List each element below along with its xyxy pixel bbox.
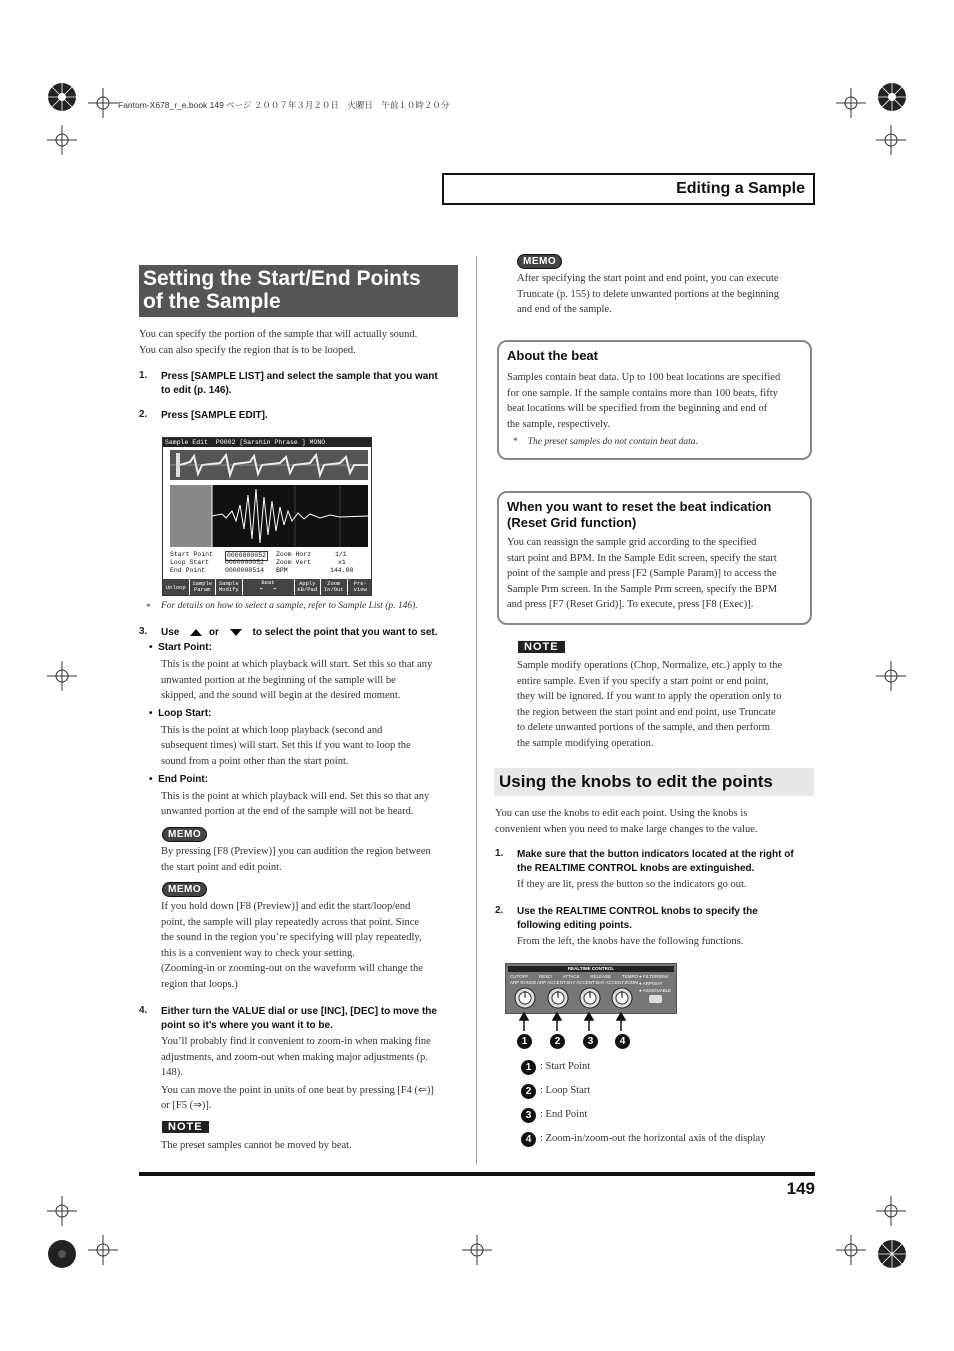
- loop-start-label: Loop Start: [170, 559, 210, 566]
- footnote-star: *: [146, 602, 151, 612]
- memo-badge: MEMO: [162, 827, 207, 842]
- panel-title: REALTIME CONTROL: [508, 966, 674, 972]
- knobs-section-heading: Using the knobs to edit the points: [494, 768, 814, 796]
- knob-step-1: Make sure that the button indicators located at the right of the REALTIME CONTROL knobs are extinguished.: [517, 849, 794, 874]
- beat-buttons[interactable]: Beat ⇐ ⇒: [243, 579, 294, 596]
- params-area: [170, 551, 368, 577]
- bullet-loop-start: • Loop Start:: [149, 707, 212, 719]
- down-arrow-icon: [230, 629, 242, 636]
- registration-mark-top-right: [870, 75, 915, 120]
- bullet-list: [149, 641, 464, 820]
- knob-number-row: [517, 1034, 637, 1050]
- crosshair-mark: [876, 125, 906, 155]
- note-badge: NOTE: [162, 1121, 209, 1133]
- memo-badge: MEMO: [517, 254, 562, 269]
- about-beat-box: [497, 340, 812, 460]
- screen-title-bar: [163, 438, 372, 447]
- start-point-value[interactable]: 0000000052: [227, 552, 267, 559]
- crosshair-mark: [88, 1235, 118, 1265]
- page-title-line2: of the Sample: [143, 290, 281, 313]
- step-number: 2.: [139, 409, 148, 420]
- function-buttons: [163, 579, 372, 596]
- page-number: 149: [786, 1179, 815, 1198]
- step-number: 1.: [139, 370, 148, 381]
- knob-1[interactable]: [514, 987, 536, 1009]
- reset-grid-title: When you want to reset the beat indication (Reset Grid function): [507, 499, 772, 530]
- registration-mark-bottom-right: [870, 1232, 915, 1277]
- section-header-box: [442, 173, 815, 205]
- crosshair-mark: [836, 1235, 866, 1265]
- step-4-text: Either turn the VALUE dial or use [INC], [DEC] to move the point so it’s where you want it to be.: [161, 1006, 437, 1031]
- crosshair-mark: [876, 661, 906, 691]
- step-number: 2.: [495, 905, 504, 916]
- loop-start-value[interactable]: 0000000052: [225, 559, 265, 566]
- knob-function-2: 2 : Loop Start: [521, 1079, 821, 1103]
- footer-rule: [139, 1172, 815, 1176]
- step-number: 4.: [139, 1005, 148, 1016]
- knob-3[interactable]: [579, 987, 601, 1009]
- step-3-text: Use or to select the point that you want to set.: [161, 627, 438, 638]
- bullet-loop-start-text: This is the point at which loop playback (second and subsequent times) will start. Set this if you want to loop the sound from a point other than the start point.: [161, 724, 411, 767]
- start-point-label: Start Point: [170, 551, 213, 558]
- about-beat-text: Samples contain beat data. Up to 100 beat locations are specified for one sample. If the sample contains more than 100 beats, fifty beat locations will be specified from the beginning and end of the sample, respectively.: [507, 372, 781, 430]
- knob-function-1: 1 : Start Point: [521, 1055, 821, 1079]
- knob-4[interactable]: [611, 987, 633, 1009]
- bullet-end-point-text: This is the point at which playback will end. Set this so that any unwanted portion at the end of the sample will not be heard.: [161, 790, 430, 818]
- zoom-horz-label: Zoom Horz: [276, 551, 312, 558]
- about-beat-note: * The preset samples do not contain beat data.: [513, 437, 698, 448]
- zoom-vert-label: Zoom Vert: [276, 559, 312, 566]
- knob-step-2-detail: From the left, the knobs have the following functions.: [517, 936, 744, 947]
- step-4-detail: You’ll probably find it convenient to zoom-in when making fine adjustments, and zoom-out when making major adjustments (p. 148). You can move the point in units of one beat by pressing [F4 (⇐)] or [F5 (⇒)].: [161, 1036, 434, 1112]
- about-beat-title: About the beat: [507, 348, 598, 363]
- crosshair-mark: [836, 88, 866, 118]
- waveform-overview: [170, 450, 368, 480]
- screen-sample-name: P0002 [Sarshin Phrase ] MONO: [215, 439, 326, 446]
- knob-pointer-arrows: [505, 1012, 677, 1032]
- crosshair-mark: [876, 1196, 906, 1226]
- bpm-label: BPM: [276, 567, 288, 574]
- sample-param-button[interactable]: Sample Param: [190, 579, 216, 596]
- page-title-line1: Setting the Start/End Points: [143, 267, 421, 290]
- realtime-control-panel: [505, 963, 677, 1014]
- number-1-icon: 1: [517, 1034, 532, 1049]
- zoom-horz-value[interactable]: 1/1: [335, 551, 347, 558]
- preview-button[interactable]: Pre- view: [348, 579, 373, 596]
- crosshair-mark: [462, 1235, 492, 1265]
- note-text-left: The preset samples cannot be moved by beat.: [161, 1140, 352, 1151]
- page-title-block: [139, 265, 458, 317]
- number-3-icon: 3: [583, 1034, 598, 1049]
- bpm-value[interactable]: 144.00: [330, 567, 354, 574]
- crosshair-mark: [88, 88, 118, 118]
- number-2-icon: 2: [550, 1034, 565, 1049]
- intro-text: You can specify the portion of the sample that will actually sound. You can also specify the region that is to be looped.: [139, 329, 418, 356]
- note-text-right: Sample modify operations (Chop, Normalize, etc.) apply to the entire sample. Even if you specify a start point or end point, they will be ignored. If you want to apply the operation only to the region between the start point and end point, use Truncate to delete unwanted portions of the sample, and then perform the sample modifying operation.: [517, 660, 783, 749]
- memo-1-text: By pressing [F8 (Preview)] you can audition the region between the start point and edit point.: [161, 846, 431, 873]
- bullet-start-point-text: This is the point at which playback will start. Set this so that any unwanted portion at the beginning of the sample will be skipped, and the sound will begin at the desired moment.: [161, 659, 433, 702]
- bullet-start-point: • Start Point:: [149, 642, 212, 653]
- waveform-detail: [170, 485, 368, 547]
- footnote: For details on how to select a sample, refer to Sample List (p. 146).: [161, 601, 418, 611]
- memo-badge: MEMO: [162, 882, 207, 897]
- sample-modify-button[interactable]: Sample Modify: [216, 579, 242, 596]
- knob-function-3: 3 : End Point: [521, 1103, 821, 1127]
- apply-kb-pad-button[interactable]: Apply KB/Pad: [295, 579, 321, 596]
- panel-bottom-labels: ARP RANGE ARP ACCENT SHY ACCENT SHY ACCENT ZOOM: [510, 980, 638, 985]
- knob-step-1-detail: If they are lit, press the button so the indicators go out.: [517, 879, 747, 890]
- bullet-end-point: • End Point:: [149, 773, 209, 785]
- reset-grid-text: You can reassign the sample grid according to the specified start point and BPM. In the Sample Edit screen, specify the start point of the sample and press [F2 (Sample Param)] to access the Sample Prm screen. In the Sample Prm screen, specify the BPM and press [F7 (Reset Grid)]. To execute, press [F8 (Exec)].: [507, 537, 778, 611]
- panel-top-labels: CUTOFF RESO ATTACK RELEASE TEMPO: [510, 974, 638, 979]
- end-point-label: End Point: [170, 567, 206, 574]
- knob-function-list: [521, 1055, 821, 1151]
- crosshair-mark: [47, 125, 77, 155]
- step-1-text: Press [SAMPLE LIST] and select the sample that you want to edit (p. 146).: [161, 371, 438, 396]
- knobs-intro: You can use the knobs to edit each point. Using the knobs is convenient when you need to make large changes to the value.: [495, 808, 758, 835]
- zoom-in-out-button[interactable]: Zoom In/Out: [321, 579, 347, 596]
- crosshair-mark: [47, 1196, 77, 1226]
- knob-step-2: Use the REALTIME CONTROL knobs to specify the following editing points.: [517, 906, 758, 931]
- file-info: Fantom-X678_r_e.book 149 ページ ２００７年３月２０日 火曜日 午前１０時２０分: [118, 100, 450, 110]
- detail-waveform-graphic: [170, 485, 368, 547]
- zoom-vert-value[interactable]: x1: [338, 559, 346, 566]
- panel-button[interactable]: [649, 995, 662, 1003]
- section-header: Editing a Sample: [676, 180, 805, 197]
- registration-mark-bottom-left: [40, 1232, 85, 1277]
- screen-title: Sample Edit: [165, 439, 208, 446]
- step-number: 3.: [139, 626, 148, 637]
- step-number: 1.: [495, 848, 504, 859]
- crosshair-mark: [47, 661, 77, 691]
- registration-mark-top-left: [40, 75, 85, 120]
- panel-side-labels: ● FILTER/ENV ● ARP/SHY ● ASSIGNABLE: [639, 974, 672, 993]
- unloop-button[interactable]: Unloop: [163, 579, 189, 596]
- end-point-value[interactable]: 0000000514: [225, 567, 265, 574]
- knob-function-4: 4 : Zoom-in/zoom-out the horizontal axis of the display: [521, 1127, 821, 1151]
- memo-right-text: After specifying the start point and end point, you can execute Truncate (p. 155) to delete unwanted portions at the beginning and end of the sample.: [517, 273, 780, 316]
- up-arrow-icon: [190, 629, 202, 636]
- knob-2[interactable]: [547, 987, 569, 1009]
- overview-waveform-graphic: [170, 450, 368, 480]
- note-badge: NOTE: [518, 641, 565, 653]
- reset-grid-box: [497, 491, 812, 625]
- column-divider: [476, 256, 477, 1164]
- memo-2-text: If you hold down [F8 (Preview)] and edit the start/loop/end point, the sample will play repeatedly across that point. Since the sound in the region you’re specifying will play repeatedly, this is a convenient way to check your setting. (Zooming-in or zooming-out on the waveform will change the region that loops.): [161, 901, 423, 990]
- sample-edit-screen: [162, 437, 372, 596]
- step-2-text: Press [SAMPLE EDIT].: [161, 410, 268, 421]
- number-4-icon: 4: [615, 1034, 630, 1049]
